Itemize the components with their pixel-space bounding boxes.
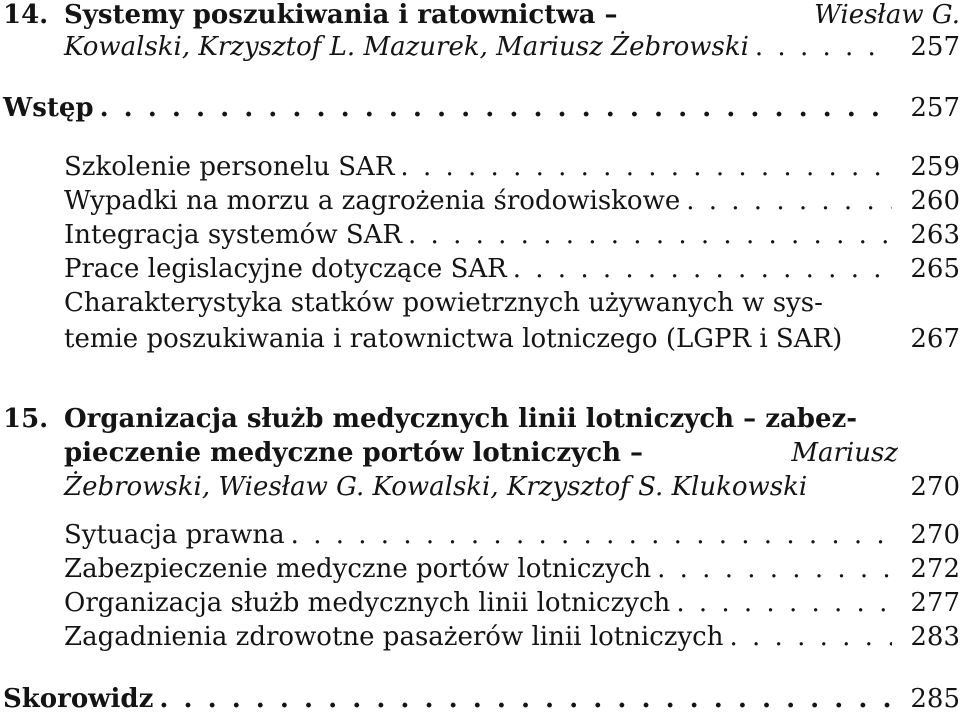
entry-label: Szkolenie personelu SAR — [64, 152, 395, 182]
page-number: 260 — [910, 186, 960, 216]
page-number: 263 — [910, 220, 960, 250]
page-number: 265 — [910, 254, 960, 284]
entry-label: Zabezpieczenie medyczne portów lotniczych — [64, 554, 652, 584]
chapter-title: Organizacja służb medycznych linii lotniczych – zabez- — [64, 404, 858, 434]
page-number: 257 — [910, 32, 960, 62]
dot-leader — [686, 184, 892, 218]
toc-row — [64, 620, 960, 654]
toc-entry-wstep[interactable] — [0, 91, 960, 125]
toc-row — [64, 436, 898, 470]
toc-row — [3, 682, 960, 716]
page-number: 283 — [910, 622, 960, 652]
entry-label: Organizacja służb medycznych linii lotniczych — [64, 588, 671, 618]
page-number: 270 — [910, 520, 960, 550]
chapter-15-heading-line2 — [0, 436, 960, 470]
entry-label: Wypadki na morzu a zagrożenia środowiskowe — [64, 186, 681, 216]
toc-row — [64, 470, 960, 504]
toc-entry-section[interactable] — [0, 150, 960, 184]
dot-leader — [100, 91, 892, 125]
dot-leader — [657, 552, 892, 586]
page-number: 272 — [910, 554, 960, 584]
entry-label: Prace legislacyjne dotyczące SAR — [64, 254, 507, 284]
dot-leader — [159, 682, 892, 716]
toc-entry-section-long-line2[interactable] — [0, 322, 960, 356]
chapter-14-heading — [0, 0, 960, 32]
toc-entry-section-long-line1[interactable] — [0, 286, 960, 320]
page-number: 285 — [910, 684, 960, 714]
toc-row — [64, 150, 960, 184]
page-number: 267 — [910, 324, 960, 354]
page-number: 257 — [910, 93, 960, 123]
toc-row — [64, 184, 960, 218]
toc-entry-section[interactable] — [0, 620, 960, 654]
toc-entry-chapter-15[interactable] — [0, 470, 960, 504]
chapter-authors: Kowalski, Krzysztof L. Mazurek, Mariusz Żebrowski — [64, 32, 749, 62]
toc-row — [64, 30, 960, 64]
entry-label: Wstęp — [3, 93, 94, 123]
dot-leader — [729, 620, 892, 654]
toc-entry-section[interactable] — [0, 552, 960, 586]
entry-label: Zagadnienia zdrowotne pasażerów linii lotniczych — [64, 622, 724, 652]
dot-leader — [755, 30, 892, 64]
dot-leader — [676, 586, 892, 620]
toc-row — [64, 252, 960, 286]
entry-label: temie poszukiwania i ratownictwa lotniczego (LGPR i SAR) — [64, 324, 843, 354]
page-number: 270 — [910, 472, 960, 502]
toc-entry-section[interactable] — [0, 184, 960, 218]
chapter-title: pieczenie medyczne portów lotniczych – — [64, 438, 644, 468]
toc-row — [64, 518, 960, 552]
chapter-number: 14. — [3, 0, 49, 30]
entry-label: Sytuacja prawna — [64, 520, 285, 550]
entry-label: Charakterystyka statków powietrznych używanych w sys- — [64, 288, 823, 318]
page-number: 259 — [910, 152, 960, 182]
dot-leader — [408, 218, 892, 252]
chapter-number: 15. — [3, 404, 49, 434]
chapter-authors-start: Mariusz — [791, 438, 898, 468]
toc-entry-chapter-14[interactable] — [0, 30, 960, 64]
chapter-title: Systemy poszukiwania i ratownictwa – — [64, 0, 618, 30]
toc-entry-section[interactable] — [0, 518, 960, 552]
dot-leader — [513, 252, 892, 286]
toc-row — [64, 552, 960, 586]
page-number: 277 — [910, 588, 960, 618]
toc-entry-section[interactable] — [0, 218, 960, 252]
chapter-title-line — [64, 0, 960, 32]
chapter-15-heading — [0, 402, 960, 436]
toc-row — [64, 286, 898, 320]
toc-row — [64, 322, 960, 356]
toc-row — [64, 586, 960, 620]
chapter-authors: Żebrowski, Wiesław G. Kowalski, Krzysztof S. Klukowski — [64, 472, 808, 502]
entry-label: Integracja systemów SAR — [64, 220, 403, 250]
entry-label: Skorowidz — [3, 684, 154, 714]
dot-leader — [291, 518, 892, 552]
toc-entry-skorowidz[interactable] — [0, 682, 960, 716]
toc-entry-section[interactable] — [0, 252, 960, 286]
toc-row — [64, 218, 960, 252]
chapter-authors-start: Wiesław G. — [814, 0, 960, 30]
toc-row — [3, 91, 960, 125]
toc-entry-section[interactable] — [0, 586, 960, 620]
dot-leader — [400, 150, 892, 184]
